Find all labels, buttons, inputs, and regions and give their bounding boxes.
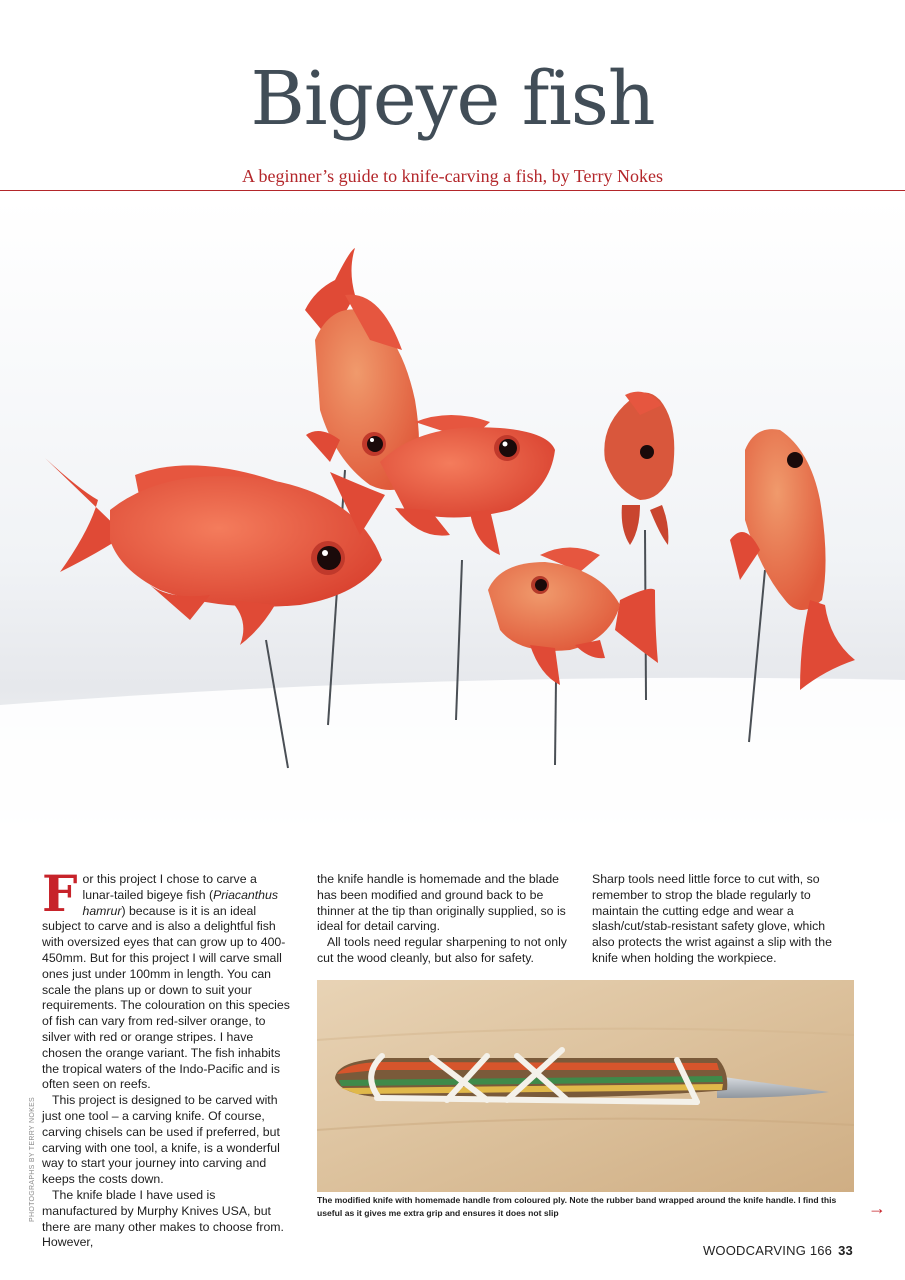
article-column-1 — [42, 864, 290, 1251]
article-text: ) because is it is an ideal subject to carve and is also a delightful fish with oversized eyes that can grow up to 400-450mm. But for this project I will carve small ones just under 100mm in length. You can scale the plans up or down to suit your requirements. The colouration on this species of fish can vary from red-silver orange, to silver with red or orange stripes. I have chosen the orange variant. The fish inhabits the tropical waters of the Indo-Pacific and is often seen on reefs. — [42, 903, 290, 1092]
header-rule — [0, 190, 905, 191]
photo-caption: The modified knife with homemade handle from coloured ply. Note the rubber band wrapped around the knife handle. I find this useful as it gives me extra grip and ensures it does not slip — [317, 1195, 837, 1218]
article-paragraph: This project is designed to be carved with just one tool – a carving knife. Of course, carving chisels can be used if preferred, but carving with one tool, a knife, is a wonderful way to start your journey into carving and keeps the costs down. — [42, 1093, 280, 1187]
page-title: Bigeye fish — [250, 56, 655, 142]
article-paragraph — [42, 864, 290, 1093]
continue-arrow-icon: → — [868, 1198, 886, 1218]
page-footer — [703, 1243, 853, 1258]
page-number: 33 — [838, 1243, 853, 1258]
page-subtitle: A beginner’s guide to knife-carving a fish, by Terry Nokes — [242, 166, 663, 186]
photo-credit: PHOTOGRAPHS BY TERRY NOKES — [29, 1096, 36, 1222]
article-text: or this project I chose to carve a lunar-tailed bigeye fish ( — [82, 872, 257, 902]
hero-photo-carved-fish — [0, 200, 905, 850]
species-name: Priacanthus hamrur — [82, 887, 278, 918]
magazine-issue: WOODCARVING 166 — [702, 1243, 833, 1258]
article-column-2 — [317, 872, 569, 967]
article-paragraph: the knife handle is homemade and the blade has been modified and ground back to be thinner at the tip than originally supplied, so is ideal for detail carving. — [317, 872, 566, 934]
article-paragraph: Sharp tools need little force to cut with, so remember to strop the blade regularly to maintain the cutting edge and wear a slash/cut/stab-resistant safety glove, which also protects the wrist against a slip with the knife when holding the workpiece. — [592, 872, 832, 965]
article-paragraph: The knife blade I have used is manufactured by Murphy Knives USA, but there are many other makes to choose from. However, — [42, 1187, 284, 1250]
knife-photo — [317, 980, 854, 1192]
drop-cap: F — [42, 864, 78, 923]
article-column-3 — [592, 872, 844, 967]
article-paragraph: All tools need regular sharpening to not only cut the wood cleanly, but also for safety. — [317, 935, 567, 965]
